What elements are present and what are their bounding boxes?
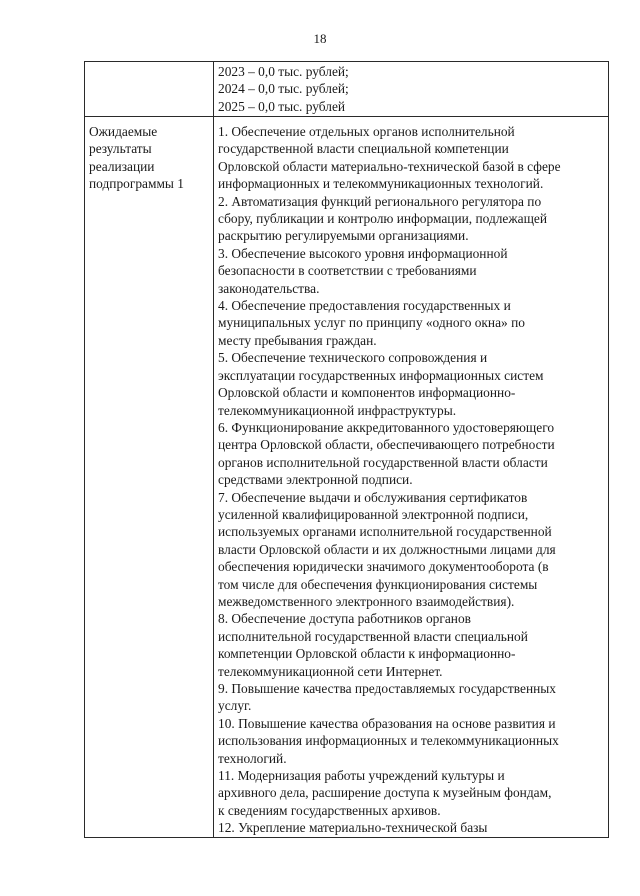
result-text-line: обеспечения юридически значимого документооборота (в	[218, 559, 549, 575]
result-text-line: Орловской области и компонентов информационно-	[218, 385, 516, 401]
result-text-line: 6. Функционирование аккредитованного удостоверяющего	[218, 419, 555, 435]
result-text-line: 8. Обеспечение доступа работников органов	[218, 611, 471, 627]
result-text-line: телекоммуникационной инфраструктуры.	[218, 402, 457, 418]
result-text-line: органов исполнительной государственной власти области	[218, 454, 548, 470]
result-text-line: муниципальных услуг по принципу «одного окна» по	[218, 315, 525, 331]
program-table	[84, 61, 609, 838]
row-label-line: результаты	[89, 141, 152, 157]
result-text-line: 5. Обеспечение технического сопровождения и	[218, 350, 488, 366]
result-text-line: 12. Укрепление материально-технической базы	[218, 820, 488, 836]
expected-results-row	[85, 117, 609, 838]
result-text-line: эксплуатации государственных информационных систем	[218, 367, 544, 383]
result-text-line: 4. Обеспечение предоставления государственных и	[218, 298, 511, 314]
result-text-line: 7. Обеспечение выдачи и обслуживания сертификатов	[218, 489, 528, 505]
funding-row-label-cell	[85, 62, 214, 117]
result-text-line: усиленной квалифицированной электронной подписи,	[218, 506, 529, 522]
result-text-line: используемых органами исполнительной государственной	[218, 524, 552, 540]
result-text-line: 11. Модернизация работы учреждений культуры и	[218, 768, 505, 784]
funding-line: 2023 – 0,0 тыс. рублей;	[218, 64, 349, 79]
result-text-line: том числе для обеспечения функционирования системы	[218, 576, 538, 592]
row-label-line: Ожидаемые	[89, 124, 158, 139]
result-text-line: 9. Повышение качества предоставляемых государственных	[218, 681, 556, 696]
result-text-line: средствами электронной подписи.	[218, 472, 413, 488]
result-text-line: компетенции Орловской области к информационно-	[218, 646, 516, 662]
result-text-line: архивного дела, расширение доступа к музейным фондам,	[218, 785, 552, 801]
funding-line: 2024 – 0,0 тыс. рублей;	[218, 81, 349, 97]
result-text-line: услуг.	[218, 698, 252, 714]
result-text-line: технологий.	[218, 750, 287, 766]
result-text-line: использования информационных и телекоммуникационных	[218, 733, 559, 749]
result-text-line: 10. Повышение качества образования на основе развития и	[218, 715, 556, 731]
funding-line: 2025 – 0,0 тыс. рублей	[218, 98, 346, 114]
expected-results-label-cell	[85, 117, 214, 838]
result-text-line: сбору, публикации и контролю информации, подлежащей	[218, 211, 547, 227]
result-text-line: 3. Обеспечение высокого уровня информационной	[218, 245, 508, 261]
result-text-line: месту пребывания граждан.	[218, 332, 377, 348]
result-text-line: государственной власти специальной компетенции	[218, 141, 509, 157]
result-text-line: межведомственного электронного взаимодействия).	[218, 593, 515, 609]
result-text-line: 1. Обеспечение отдельных органов исполнительной	[218, 124, 515, 139]
result-text-line: власти Орловской области и их должностными лицами для	[218, 541, 556, 557]
expected-results-list-cell	[214, 117, 609, 838]
result-text-line: телекоммуникационной сети Интернет.	[218, 663, 443, 679]
result-text-line: законодательства.	[218, 280, 320, 296]
result-text-line: 2. Автоматизация функций регионального регулятора по	[218, 193, 542, 209]
result-text-line: информационных и телекоммуникационных технологий.	[218, 176, 544, 192]
row-label-line: реализации	[89, 158, 155, 174]
result-text-line: раскрытию регулируемыми организациями.	[218, 228, 469, 244]
funding-row-value-cell	[214, 62, 609, 117]
result-text-line: безопасности в соответствии с требованиями	[218, 263, 477, 279]
result-text-line: Орловской области материально-технической базой в сфере	[218, 158, 561, 174]
result-text-line: к сведениям государственных архивов.	[218, 802, 441, 818]
result-text-line: центра Орловской области, обеспечивающего потребности	[218, 437, 555, 453]
row-label-line: подпрограммы 1	[89, 176, 184, 192]
page-number: 18	[313, 31, 327, 46]
result-text-line: исполнительной государственной власти специальной	[218, 628, 528, 644]
funding-row	[85, 62, 609, 117]
